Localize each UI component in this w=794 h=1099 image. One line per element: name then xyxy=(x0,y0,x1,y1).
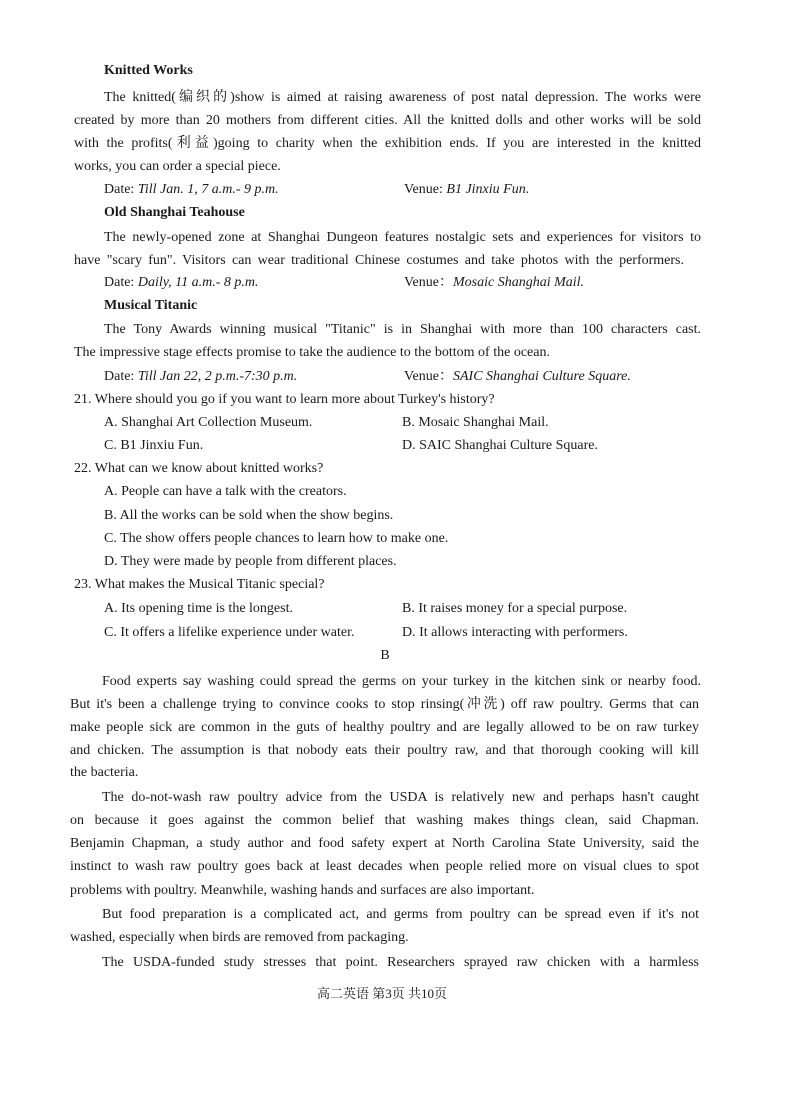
section-b-label: B xyxy=(380,648,390,663)
question-21-stem: 21. Where should you go if you want to learn more about Turkey's history? xyxy=(74,392,495,407)
date-label: Date: xyxy=(104,275,138,290)
knitted-line-3: with the profits(利益)going to charity when the exhibition ends. If you are interested in the knitted xyxy=(74,136,701,151)
passage-b-line-11: But food preparation is a complicated act, and germs from poultry can be spread even if it's not xyxy=(102,907,699,922)
question-22-option-d: D. They were made by people from different places. xyxy=(104,554,397,569)
heading-old-shanghai-teahouse: Old Shanghai Teahouse xyxy=(104,205,245,220)
titanic-venue xyxy=(404,367,631,387)
question-22-stem: 22. What can we know about knitted works? xyxy=(74,461,324,476)
question-22-option-a: A. People can have a talk with the creators. xyxy=(104,484,347,499)
passage-b-line-10: problems with poultry. Meanwhile, washing hands and surfaces are also important. xyxy=(70,883,535,898)
knitted-line-4: works, you can order a special piece. xyxy=(74,159,281,174)
date-value: Daily, 11 a.m.- 8 p.m. xyxy=(137,275,259,290)
date-label: Date: xyxy=(104,369,138,384)
teahouse-date xyxy=(104,273,259,293)
venue-label: Venue: xyxy=(404,182,447,197)
question-22-option-c: C. The show offers people chances to learn how to make one. xyxy=(104,531,449,546)
passage-b-line-1: Food experts say washing could spread the germs on your turkey in the kitchen sink or nearby food. xyxy=(102,674,701,689)
passage-b-line-4: and chicken. The assumption is that nobody eats their poultry raw, and that thorough cooking will kill xyxy=(70,743,699,758)
teahouse-venue xyxy=(404,273,584,293)
question-21-option-b: B. Mosaic Shanghai Mail. xyxy=(402,415,549,430)
heading-musical-titanic: Musical Titanic xyxy=(104,298,198,313)
teahouse-line-2: have "scary fun". Visitors can wear traditional Chinese costumes and take photos with the performers. xyxy=(74,253,684,268)
venue-value: Mosaic Shanghai Mail. xyxy=(453,275,585,290)
date-value: Till Jan. 1, 7 a.m.- 9 p.m. xyxy=(137,182,279,197)
date-label: Date: xyxy=(104,182,138,197)
question-23-option-a: A. Its opening time is the longest. xyxy=(104,601,293,616)
heading-knitted-works: Knitted Works xyxy=(104,63,193,78)
question-23-option-c: C. It offers a lifelike experience under water. xyxy=(104,625,355,640)
teahouse-line-1: The newly-opened zone at Shanghai Dungeon features nostalgic sets and experiences for visitors to xyxy=(104,230,701,245)
date-value: Till Jan 22, 2 p.m.-7:30 p.m. xyxy=(137,369,298,384)
knitted-line-1: The knitted(编织的)show is aimed at raising awareness of post natal depression. The works were xyxy=(104,90,701,105)
passage-b-line-9: instinct to wash raw poultry goes back at least decades when people relied more on visual clues to spot xyxy=(70,859,699,874)
titanic-line-2: The impressive stage effects promise to take the audience to the bottom of the ocean. xyxy=(74,345,550,360)
knitted-line-2: created by more than 20 mothers from different cities. All the knitted dolls and other works will be sold xyxy=(74,113,701,128)
knitted-venue xyxy=(404,180,529,200)
passage-b-line-13: The USDA-funded study stresses that point. Researchers sprayed raw chicken with a harmless xyxy=(102,955,699,970)
venue-value: B1 Jinxiu Fun. xyxy=(446,182,530,197)
venue-label: Venue： xyxy=(404,275,453,290)
knitted-date xyxy=(104,180,279,200)
question-22-option-b: B. All the works can be sold when the show begins. xyxy=(104,508,394,523)
passage-b-line-6: The do-not-wash raw poultry advice from the USDA is relatively new and perhaps hasn't caught xyxy=(102,790,699,805)
question-21-option-a: A. Shanghai Art Collection Museum. xyxy=(104,415,313,430)
question-23-option-d: D. It allows interacting with performers. xyxy=(402,625,628,640)
venue-label: Venue： xyxy=(404,369,453,384)
titanic-date xyxy=(104,367,297,387)
passage-b-line-8: Benjamin Chapman, a study author and food safety expert at North Carolina State University, said the xyxy=(70,836,699,851)
venue-value: SAIC Shanghai Culture Square. xyxy=(453,369,631,384)
passage-b-line-5: the bacteria. xyxy=(70,765,139,780)
question-23-option-b: B. It raises money for a special purpose. xyxy=(402,601,628,616)
question-21-option-c: C. B1 Jinxiu Fun. xyxy=(104,438,204,453)
passage-b-line-12: washed, especially when birds are removed from packaging. xyxy=(70,930,409,945)
titanic-line-1: The Tony Awards winning musical "Titanic" is in Shanghai with more than 100 characters cast. xyxy=(104,322,701,337)
question-21-option-d: D. SAIC Shanghai Culture Square. xyxy=(402,438,598,453)
question-23-stem: 23. What makes the Musical Titanic special? xyxy=(74,577,325,592)
passage-b-line-2: But it's been a challenge trying to convince cooks to stop rinsing(冲洗) off raw poultry. Germs that can xyxy=(70,697,699,712)
passage-b-line-3: make people sick are common in the guts of healthy poultry and are legally allowed to be on raw turkey xyxy=(70,720,699,735)
passage-b-line-7: on because it goes against the common belief that washing makes things clean, said Chapman. xyxy=(70,813,699,828)
page-footer: 高二英语 第3页 共10页 xyxy=(316,986,447,1001)
